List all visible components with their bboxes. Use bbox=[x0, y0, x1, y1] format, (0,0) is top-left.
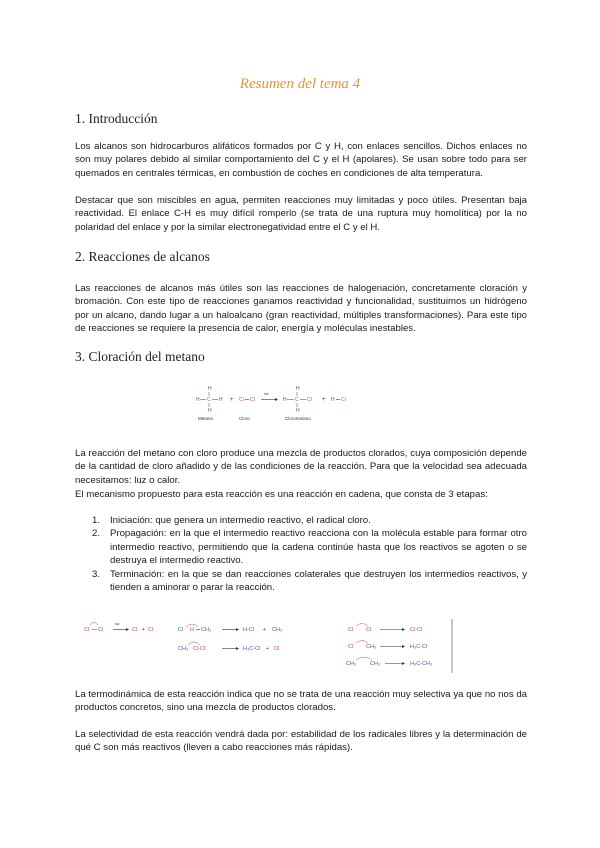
term1-cl-b: Cl bbox=[366, 627, 372, 633]
methane-h-right: H bbox=[219, 397, 223, 403]
prop1-ch3: CH₃ bbox=[201, 627, 212, 633]
heading-reacciones-alcanos: 2. Reacciones de alcanos bbox=[75, 249, 210, 264]
prop1-hcl: H-Cl bbox=[243, 627, 254, 633]
methane-h-bottom: H bbox=[208, 408, 212, 414]
term2-ch3: CH₃ bbox=[366, 644, 377, 650]
chloromethane-h-bottom: H bbox=[296, 408, 300, 414]
term2-cl: Cl bbox=[348, 644, 354, 650]
intro-paragraph-2: Destacar que son miscibles en agua, permiten reacciones muy limitadas y poco útiles. Presentan baja reactividad. El enlace C-H es muy difícil romperlo (se trata de una ruptura muy homolítica) por la no polaridad del enlace y por la similar electronegatividad entre el C y el H. bbox=[75, 195, 527, 233]
heading-cloracion-metano: 3. Cloración del metano bbox=[75, 349, 205, 364]
prop2-plus: + bbox=[266, 646, 269, 652]
hcl-h: H bbox=[331, 397, 335, 403]
prop1-plus: + bbox=[263, 627, 266, 633]
prop2-clcl: Cl-Cl bbox=[193, 646, 206, 652]
hcl-cl: Cl bbox=[341, 397, 346, 403]
intro-paragraph-1: Los alcanos son hidrocarburos alifáticos formados por C y H, con enlaces sencillos. Dichos enlaces no son muy polares debido al similar comportamiento del C y el H (apolares). Se usan sobre todo para ser quemados en centrales térmicas, en combustión de coches en condiciones de alta temperatura. bbox=[75, 141, 527, 179]
mechanism-steps-list bbox=[75, 514, 527, 594]
term3-ch3-b: CH₃ bbox=[370, 661, 381, 667]
init-cl-2: Cl bbox=[98, 627, 104, 633]
light-label: luz bbox=[264, 392, 269, 396]
chlorine-1: Cl bbox=[239, 397, 244, 403]
chain-mechanism-figure bbox=[80, 617, 460, 675]
init-plus: + bbox=[142, 627, 145, 633]
init-cl-1: Cl bbox=[84, 627, 90, 633]
term3-ch3-a: CH₃ bbox=[346, 661, 357, 667]
cloracion-paragraph-2: El mecanismo propuesto para esta reacción es una reacción en cadena, que consta de 3 etapas: bbox=[75, 489, 488, 500]
chloromethane-cl: Cl bbox=[307, 397, 312, 403]
term1-product: Cl-Cl bbox=[410, 627, 423, 633]
chloromethane-h-left: H bbox=[283, 397, 287, 403]
label-clorometano: Clorometano bbox=[285, 416, 311, 421]
document-title: Resumen del tema 4 bbox=[239, 76, 361, 92]
term3-product: H₃C-CH₃ bbox=[410, 661, 433, 667]
prop2-ch3cl: H₃C-Cl bbox=[243, 646, 261, 652]
list-item: 1. Iniciación: que genera un intermedio reactivo, el radical cloro. bbox=[92, 515, 371, 526]
methane-c: C bbox=[207, 397, 211, 403]
label-metano: Metano bbox=[198, 416, 214, 421]
methane-h-left: H bbox=[196, 397, 200, 403]
selectividad-paragraph: La selectividad de esta reacción vendrá dada por: estabilidad de los radicales libres y la determinación de qué C son más reactivos (lleven a cabo reacciones más rápidas). bbox=[75, 729, 527, 754]
list-item: 3. Terminación: en la que se dan reacciones colaterales que destruyen los intermedios reactivos, y tienden a aminorar o parar la reacción. bbox=[92, 568, 527, 594]
methane-h-top: H bbox=[208, 386, 212, 392]
list-item: 2. Propagación: en la que el intermedio reactivo reacciona con la molécula estable para formar otro intermedio reactivo, permitiendo que la cadena continúe hasta que los reactivos se agoten o se destruya el intermedio reactivo. bbox=[92, 528, 527, 567]
termodinamica-paragraph: La termodinámica de esta reacción indica que no se trata de una reacción muy selectiva ya que no nos da productos concretos, sino una mezcla de productos clorados. bbox=[75, 689, 527, 714]
cloracion-paragraph-1: La reacción del metano con cloro produce una mezcla de productos clorados, cuya composición depende de la cantidad de cloro añadido y de las condiciones de la reacción. Para que la velocidad sea adecuada necesitamos: luz o calor. bbox=[75, 448, 527, 486]
chloromethane-c: C bbox=[295, 397, 299, 403]
chloromethane-h-top: H bbox=[296, 386, 300, 392]
term1-cl-a: Cl bbox=[348, 627, 354, 633]
init-cl-radical-2: Cl bbox=[148, 627, 154, 633]
reacciones-paragraph: Las reacciones de alcanos más útiles son las reacciones de halogenación, concretamente cloración y bromación. Con este tipo de reacciones ganamos reactividad y funcionalidad, sustituimos un hidrógeno por un alcano, dando lugar a un haloalcano (gran reactividad, múltiples transformaciones). Para este tipo de reacciones se requiere la presencia de calor, energía y moléculas inestables. bbox=[75, 283, 527, 335]
term2-product: H₃C-Cl bbox=[410, 644, 428, 650]
init-cl-radical-1: Cl bbox=[132, 627, 138, 633]
methane-chlorination-figure bbox=[195, 384, 375, 424]
prop2-cl-radical: Cl bbox=[274, 646, 280, 652]
label-cloro: Cloro bbox=[239, 416, 250, 421]
plus-1: + bbox=[230, 397, 234, 403]
prop2-ch3: CH₃ bbox=[178, 646, 189, 652]
prop1-cl: Cl bbox=[178, 627, 184, 633]
prop1-ch3-radical: CH₃ bbox=[272, 627, 283, 633]
heading-introduccion: 1. Introducción bbox=[75, 111, 158, 126]
chlorine-2: Cl bbox=[250, 397, 255, 403]
plus-2: + bbox=[322, 397, 326, 403]
init-light: luz bbox=[115, 622, 120, 626]
prop1-h: H bbox=[190, 627, 194, 633]
